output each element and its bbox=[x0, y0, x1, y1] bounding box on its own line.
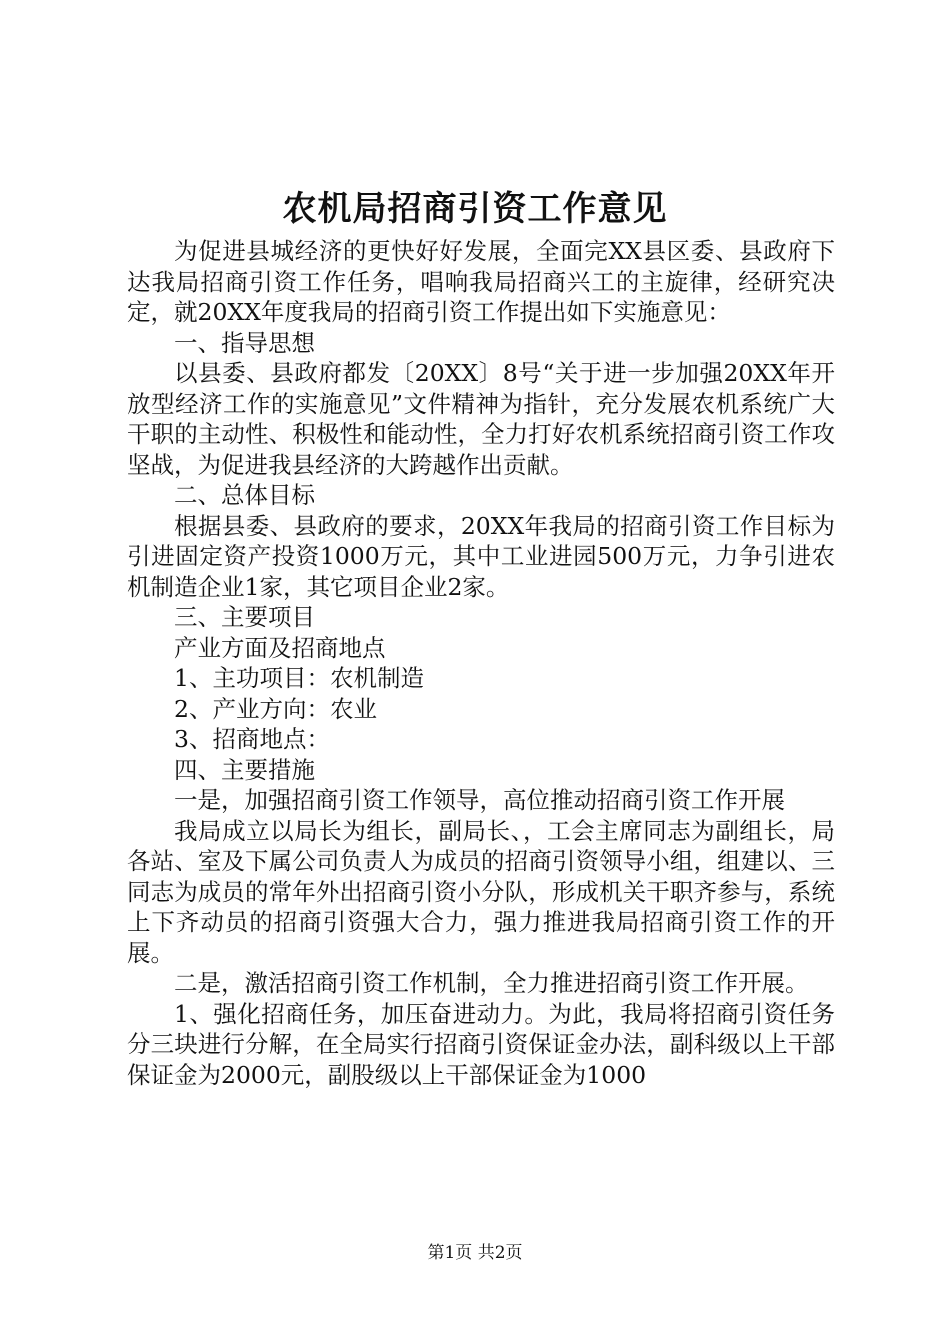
section-heading-main-projects: 三、主要项目 bbox=[174, 603, 315, 631]
list-item-location: 3、招商地点： bbox=[174, 725, 330, 753]
section-heading-guiding-ideology: 一、指导思想 bbox=[174, 328, 315, 357]
paragraph-industry-location: 产业方面及招商地点 bbox=[174, 633, 386, 662]
list-item-main-project: 1、主功项目：农机制造 bbox=[174, 664, 424, 692]
paragraph-leadership-group: 我局成立以局长为组长，副局长、，工会主席同志为副组长，局各站、室及下属公司负责人为成员的招商引资领导小组，组建以、三同志为成员的常年外出招商引资小分队，形成机关干职齐参与，系统上下齐动员的招商引资强大合力，强力推进我局招商引资工作的开展。 bbox=[127, 816, 835, 967]
document-title: 农机局招商引资工作意见 bbox=[282, 189, 668, 229]
page-footer: 第1页 共2页 bbox=[427, 1243, 523, 1263]
paragraph-measure-two: 二是，激活招商引资工作机制，全力推进招商引资工作开展。 bbox=[174, 969, 809, 997]
paragraph-task-breakdown: 1、强化招商任务，加压奋进动力。为此，我局将招商引资任务分三块进行分解，在全局实行招商引资保证金办法，副科级以上干部保证金为2000元，副股级以上干部保证金为1000 bbox=[127, 999, 835, 1089]
section-heading-main-measures: 四、主要措施 bbox=[174, 755, 315, 784]
paragraph-intro: 为促进县城经济的更快好好发展，全面完XX县区委、县政府下达我局招商引资工作任务，唱响我局招商兴工的主旋律，经研究决定，就20XX年度我局的招商引资工作提出如下实施意见： bbox=[127, 237, 835, 326]
list-item-industry-direction: 2、产业方向：农业 bbox=[174, 694, 377, 723]
paragraph-guiding-ideology: 以县委、县政府都发〔20XX〕8号“关于进一步加强20XX年开放型经济工作的实施意见”文件精神为指针，充分发展农机系统广大干职的主动性、积极性和能动性，全力打好农机系统招商引资工作攻坚战，为促进我县经济的大跨越作出贡献。 bbox=[127, 359, 835, 479]
paragraph-overall-goal: 根据县委、县政府的要求，20XX年我局的招商引资工作目标为引进固定资产投资1000万元，其中工业进园500万元，力争引进农机制造企业1家，其它项目企业2家。 bbox=[127, 511, 835, 601]
section-heading-overall-goal: 二、总体目标 bbox=[174, 481, 315, 509]
paragraph-measure-one: 一是，加强招商引资工作领导，高位推动招商引资工作开展 bbox=[174, 786, 785, 814]
document-body bbox=[127, 236, 835, 1090]
